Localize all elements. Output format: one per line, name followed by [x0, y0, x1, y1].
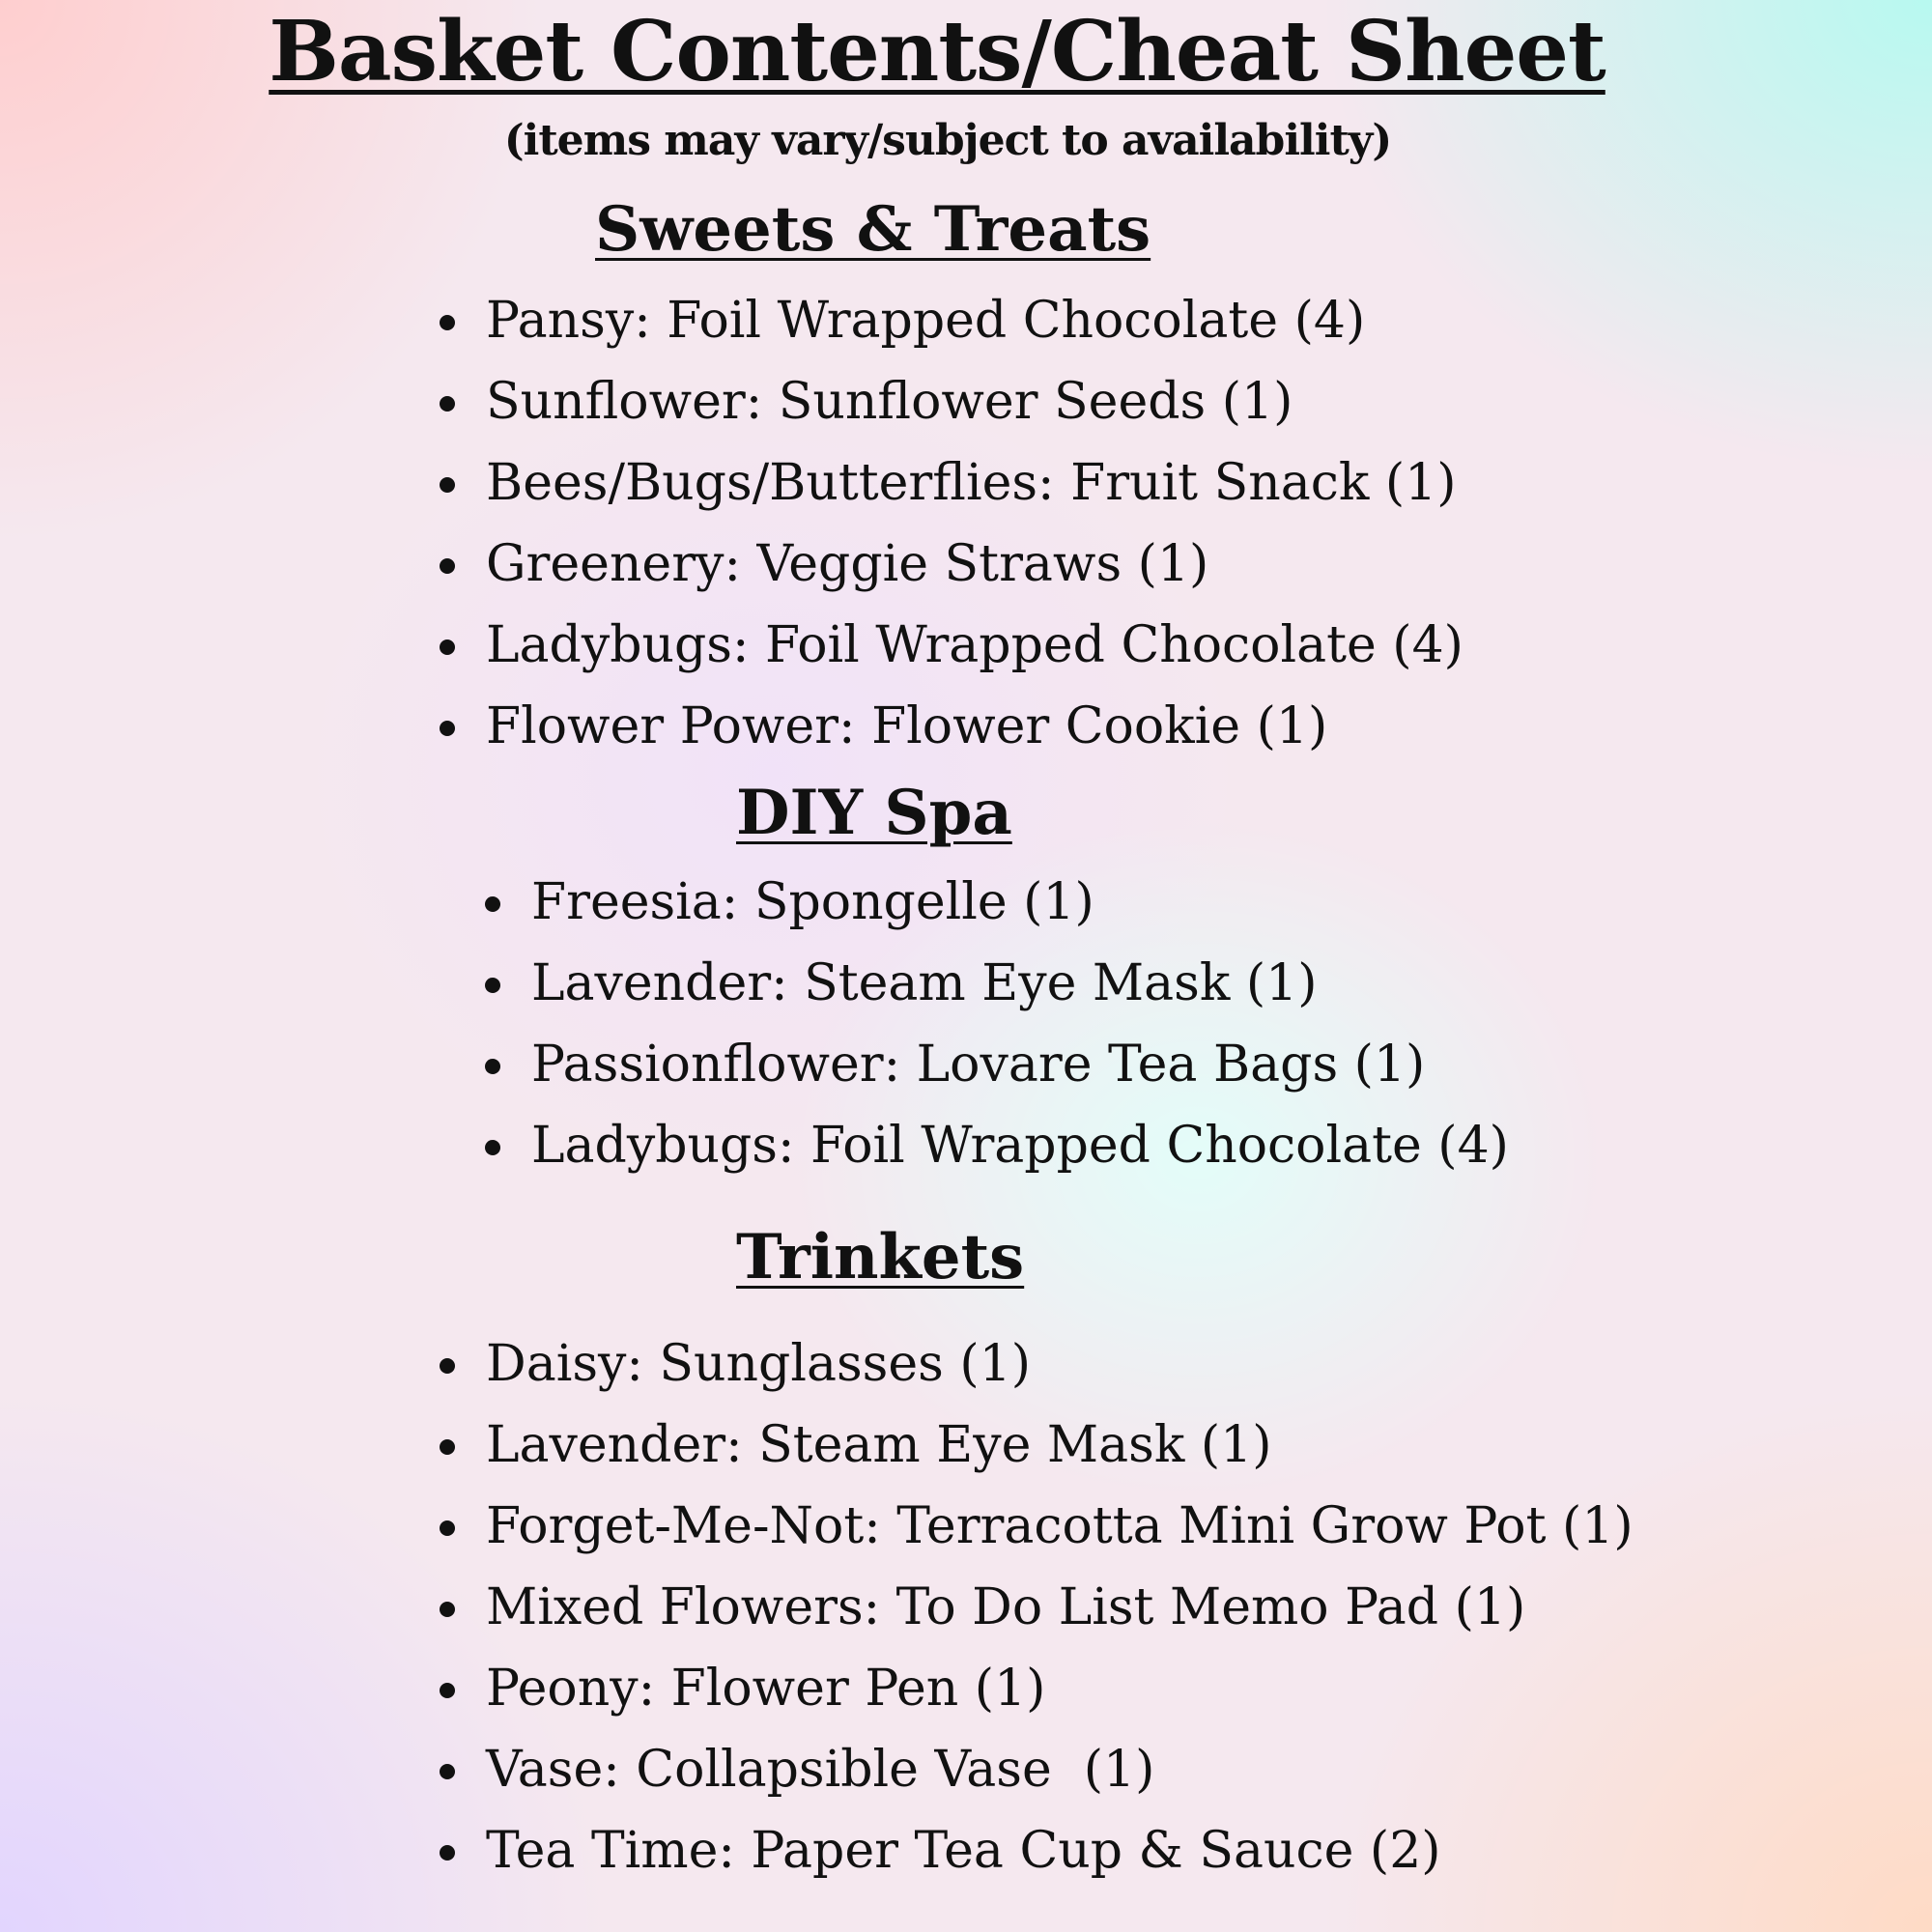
diy-spa-list [485, 862, 1509, 1186]
list-item-text: Mixed Flowers: To Do List Memo Pad (1) [486, 1578, 1526, 1636]
bullet-icon [440, 1845, 455, 1861]
list-item-text: Sunflower: Sunflower Seeds (1) [486, 373, 1293, 431]
list-item-text: Forget-Me-Not: Terracotta Mini Grow Pot (1) [486, 1497, 1634, 1555]
list-item [440, 1405, 1634, 1486]
trinkets-list [440, 1323, 1634, 1891]
list-item-text: Pansy: Foil Wrapped Chocolate (4) [486, 292, 1366, 350]
list-item [440, 605, 1463, 686]
bullet-icon [440, 477, 455, 493]
list-item [440, 1810, 1634, 1891]
list-item [440, 1567, 1634, 1648]
list-item-text: Freesia: Spongelle (1) [531, 873, 1094, 931]
bullet-icon [440, 1602, 455, 1617]
list-item [485, 1024, 1509, 1105]
bullet-icon [440, 315, 455, 330]
list-item-text: Passionflower: Lovare Tea Bags (1) [531, 1036, 1426, 1094]
list-item-text: Greenery: Veggie Straws (1) [486, 535, 1209, 593]
list-item-text: Tea Time: Paper Tea Cup & Sauce (2) [486, 1822, 1441, 1880]
list-item-text: Vase: Collapsible Vase (1) [486, 1741, 1155, 1799]
list-item [440, 686, 1463, 767]
list-item-text: Flower Power: Flower Cookie (1) [486, 697, 1328, 755]
list-item-text: Peony: Flower Pen (1) [486, 1660, 1046, 1718]
list-item [485, 1105, 1509, 1186]
bullet-icon [440, 396, 455, 412]
list-item-text: Bees/Bugs/Butterflies: Fruit Snack (1) [486, 454, 1457, 512]
bullet-icon [440, 1683, 455, 1698]
bullet-icon [440, 558, 455, 574]
list-item [440, 1648, 1634, 1729]
list-item-text: Daisy: Sunglasses (1) [486, 1335, 1031, 1393]
list-item-text: Ladybugs: Foil Wrapped Chocolate (4) [531, 1117, 1509, 1175]
list-item-text: Ladybugs: Foil Wrapped Chocolate (4) [486, 616, 1463, 674]
list-item [440, 1323, 1634, 1405]
bullet-icon [440, 1520, 455, 1536]
list-item [485, 943, 1509, 1024]
list-item [440, 442, 1463, 524]
list-item [440, 1729, 1634, 1810]
list-item-text: Lavender: Steam Eye Mask (1) [486, 1416, 1272, 1474]
section-heading-sweets-treats: Sweets & Treats [595, 193, 1151, 266]
bullet-icon [440, 1764, 455, 1779]
bullet-icon [485, 1140, 500, 1155]
bullet-icon [485, 978, 500, 993]
section-heading-diy-spa: DIY Spa [736, 777, 1012, 849]
list-item [440, 361, 1463, 442]
bullet-icon [440, 1358, 455, 1374]
list-item [440, 1486, 1634, 1567]
bullet-icon [440, 639, 455, 655]
page-title: Basket Contents/Cheat Sheet [269, 3, 1605, 100]
bullet-icon [440, 1439, 455, 1455]
bullet-icon [485, 1059, 500, 1074]
bullet-icon [440, 721, 455, 736]
list-item [440, 524, 1463, 605]
list-item [440, 280, 1463, 361]
list-item [485, 862, 1509, 943]
list-item-text: Lavender: Steam Eye Mask (1) [531, 954, 1318, 1012]
page-subtitle: (items may vary/subject to availability) [503, 116, 1392, 165]
section-heading-trinkets: Trinkets [736, 1221, 1025, 1293]
sweets-treats-list [440, 280, 1463, 767]
bullet-icon [485, 896, 500, 912]
